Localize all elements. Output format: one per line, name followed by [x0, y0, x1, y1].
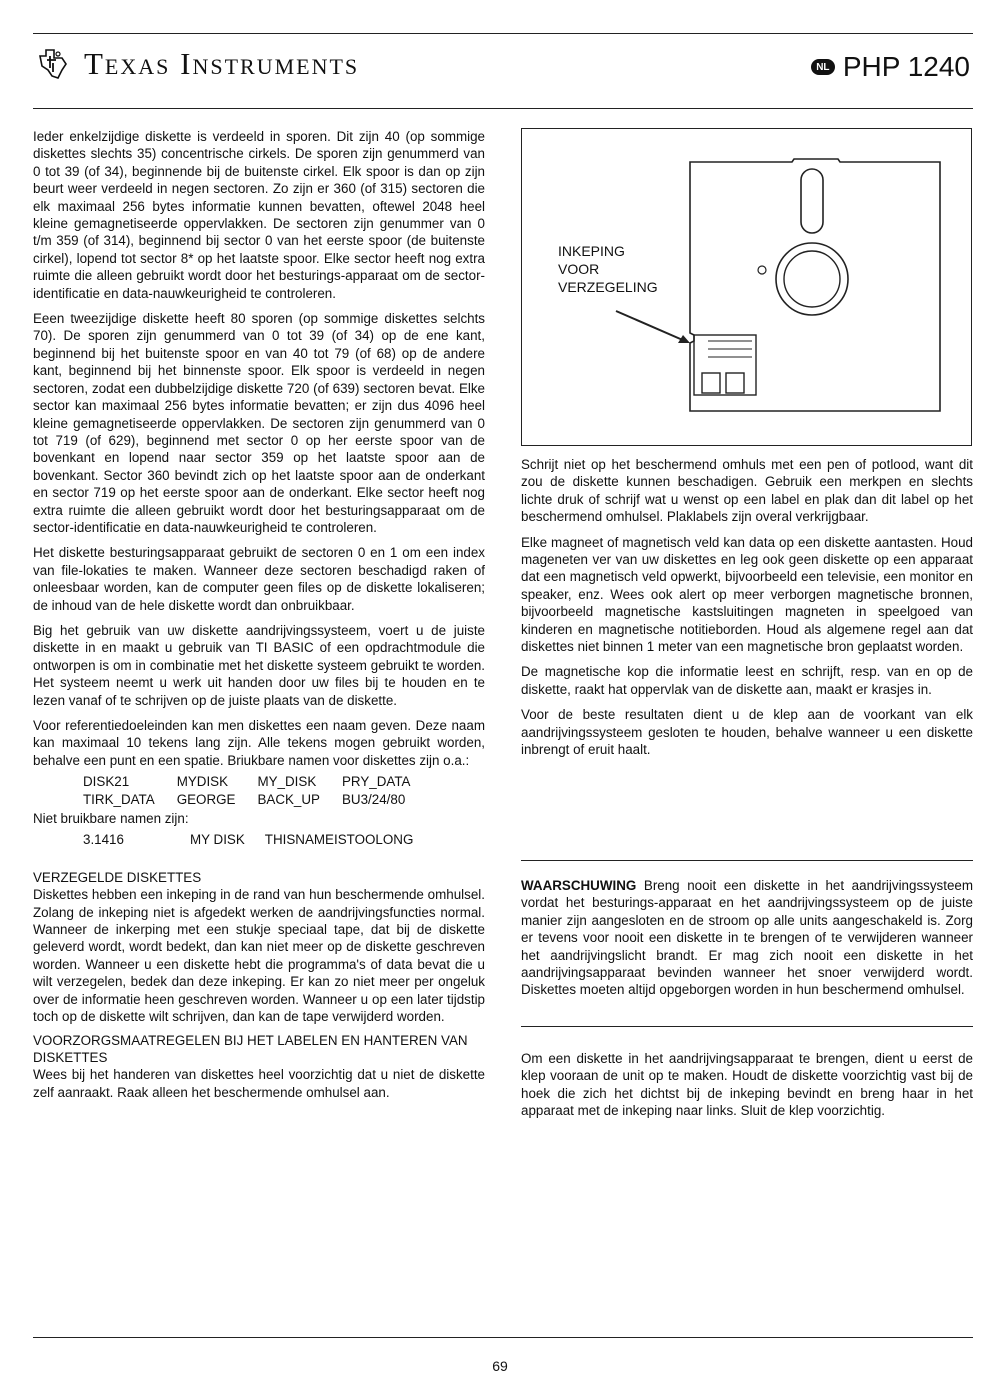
name-cell: PRY_DATA: [341, 774, 411, 790]
warning-block: [521, 877, 973, 1007]
name-cell: MY DISK: [189, 832, 245, 848]
heading-precautions: VOORZORGSMAATREGELEN BIJ HET LABELEN EN HANTEREN VAN DISKETTES: [33, 1032, 468, 1065]
name-cell: DISK21: [83, 774, 130, 790]
ti-logo-icon: [36, 46, 70, 82]
warning-paragraph: [521, 877, 973, 999]
notch-label-line: INKEPING: [558, 243, 625, 259]
top-rule: [33, 33, 973, 34]
table-row: [83, 831, 435, 848]
model-number: PHP 1240: [842, 51, 970, 82]
left-column: [33, 128, 485, 1109]
heading-sealed-diskettes: VERZEGELDE DISKETTES: [33, 869, 202, 885]
paragraph-door: Voor de beste resultaten dient u de klep aan de voorkant van elk aandrijvingssysteem gesloten te houden, behalve wanneer u een diskette inbrengt of eruit haalt.: [521, 707, 973, 758]
paragraph-index-sectors: Het diskette besturingsapparaat gebruikt de sectoren 0 en 1 om een index van file-lokaties te maken. Wanneer deze sectoren beschadigd raken of onleesbaar worden, kan de computer geen files op de diskette lokaliseren; de inhoud van de hele diskette wordt dan onbruikbaar.: [33, 545, 485, 613]
header-rule: [33, 108, 973, 109]
paragraph-insert: Om een diskette in het aandrijvingsapparaat te brengen, dient u eerst de klep vooraan de unit op te maken. Houdt de diskette voorzichtig vast bij de hoek die zich het dichtst bij de inkeping bevindt en breng haar in het apparaat met de inkeping naar links. Sluit de klep voorzichtig.: [521, 1051, 973, 1119]
warning-top-rule: [521, 860, 973, 861]
paragraph-single-sided: Ieder enkelzijdige diskette is verdeeld in sporen. Dit zijn 40 (op sommige diskettes slechts 35) concentrische cirkels. De sporen zijn genummerd van 0 tot 39 (of 34), beginnende bij de buitenste cirkel. Elk spoor is dan op zijn beurt weer verdeeld in negen sectoren. Zo zijn er 360 (of 315) sectoren die elk maximaal 256 bytes informatie kunnen bevatten, oftewel 2048 heel kleine gemagnetiseerde oppervlakken. De sectoren zijn genummer van 0 t/m 359 (of 314), beginnend bij sector 0 van het eerste spoor (de buitenste cirkel), lopend tot sector 8* op het laatste spoor. Elke sector heeft nog extra ruimte die alleen gebruikt wordt door het besturings-apparaat om de sector-identificatie en data-nauwkeurigheid te controleren.: [33, 129, 485, 301]
right-column-bottom: [521, 1050, 973, 1128]
language-badge: NL: [811, 59, 835, 75]
paragraph-naming: Voor referentiedoeleinden kan men diskettes een naam geven. Deze naam kan maximaal 10 tekens lang zijn. Alle tekens mogen gebruikt worden, behalve een punt en een spatie. Briukbare namen voor diskettes zijn o.a.:: [33, 718, 485, 768]
paragraph-sealing: Diskettes hebben een inkeping in de rand van hun beschermende omhulsel. Zolang de inkeping niet is afgedekt werken de aandrijvingsfuncties normal. Wanneer de inkerping met een stukje speciaal tape, dat bij de diskette geleverd wordt, wordt bedekt, dan kan niet meer op de diskette geschreven worden. Wanneer u een diskette hebt die programma's of data bevat die u wilt verzegelen, bedek dan deze inkeping. Er kan zo niet meer per ongeluk over de informatie heen geschreven worden. Wanneer u op een later tijdstip toch op de diskette wilt schrijven, dan kan de tape verwijderd worden.: [33, 887, 485, 1025]
notch-label: [558, 242, 658, 296]
name-cell: MY_DISK: [257, 774, 317, 790]
invalid-names-label: Niet bruikbare namen zijn:: [33, 811, 189, 827]
page-number: 69: [492, 1358, 508, 1374]
paragraph-head: De magnetische kop die informatie leest en schrijft, resp. van en op de diskette, raakt hat oppervlak van de diskette aan, maakt er krasjes in.: [521, 664, 973, 697]
notch-label-line: VOOR: [558, 261, 600, 277]
name-cell: 3.1416: [83, 832, 124, 848]
paragraph-writing: Schrijt niet op het beschermend omhuls met een pen of potlood, want dit zou de diskette kunnen beschadigen. Gebruik een merkpen en slechts lichte druk of schrijf wat u wenst op een label en plak dan dit label op het beschermend omhulsel. Plaklabels zijn overal verkrijgbaar.: [521, 457, 973, 525]
valid-names-table: [83, 773, 432, 808]
name-cell: THISNAMEISTOOLONG: [264, 832, 414, 848]
name-cell: GEORGE: [176, 791, 236, 807]
paragraph-usage: Big het gebruik van uw diskette aandrijvingssysteem, voert u de juiste diskette in en maakt u gebruik van TI BASIC of een opdrachtmodule die ontworpen is om in combinatie met het diskette systeem gebruikt te worden. Het systeem neemt u werk uit handen door uw files bij te houden en te lezen vanaf of te schrijven op de juiste plaats van de diskette.: [33, 622, 485, 708]
name-cell: TIRK_DATA: [83, 791, 155, 807]
name-cell: BU3/24/80: [341, 791, 406, 807]
notch-label-line: VERZEGELING: [558, 279, 658, 295]
name-cell: BACK_UP: [257, 791, 320, 807]
diskette-figure: [521, 128, 972, 446]
warning-label: WAARSCHUWING: [521, 878, 637, 893]
table-row: [83, 791, 432, 808]
right-column-top: [521, 456, 973, 767]
warning-bottom-rule: [521, 1026, 973, 1027]
warning-text: Breng nooit een diskette in het aandrijvingssysteem vordat het besturings-apparaat en het aandrijvingssysteem op de juiste manier zijn aangesloten en de stroom op alle units aangeschakeld is. Zorg er tevens voor nooit een diskette in te brengen of te verwijderen wanneer het aandrijvingslicht brandt. Er mag zich nooit een diskette in het aandrijvingsapparaat bevinden wanneer het snoer verwijderd wordt. Diskettes moeten altijd opgeborgen worden in hun beschermend omhulsel.: [521, 878, 973, 998]
brand-header: [36, 46, 359, 82]
footer-rule: [33, 1337, 973, 1338]
invalid-names-table: [83, 831, 435, 848]
name-cell: MYDISK: [176, 774, 229, 790]
model-header: [811, 52, 970, 82]
paragraph-magnets: Elke magneet of magnetisch veld kan data op een diskette aantasten. Houd mageneten ver van uw diskettes en leg ook geen diskette op een apparaat dat een magnetisch veld opwerkt, bijvoorbeeld een televisie, een monitor en speaker, enz. Wees ook alert op meer verborgen magnetische bronnen, bijvoorbeeld magnetische kastsluitingen magneten in speelgoed van kinderen en magnetische notitieborden. Houd als algemene regel aan dat diskettes niet binnen 1 meter van een magnetische bron geplaatst worden.: [521, 534, 973, 655]
brand-name: Texas Instruments: [84, 46, 360, 81]
paragraph-double-sided: Eeen tweezijdige diskette heeft 80 sporen (op sommige diskettes selchts 70). De sporen zijn genummerd van 0 tot 39 (of 34) op de ene kant, beginnend bij het buitenste spoor en van 40 tot 79 (of 68) op de andere kant, beginnend bij het binnenste spoor. Elk spoor is verdeeld in negen sectoren, zodat een dubbelzijdige diskette 720 (of 639) sectoren bevat. Elke sector kan maximaal 256 bytes informatie bevatten; er zijn dus 4096 heel kleine gemagnetiseerde oppervlakken. De sectoren zijn genummerd van 0 tot 719 (of 629), beginnend met sector 0 op her eerste spoor van de bovenkant en lopend naar sector 359 op het laatste spoor aan de bovenkant. Sector 360 bevindt zich op het laatste spoor aan de onderkant en sector 719 op het eerste spoor aan de onderkant. Elke sector heeft nog extra ruimte die alleen gebruikt wordt door het besturingsapparaat om de sector-identificatie en data-nauwkeurigheid te controleren.: [33, 311, 485, 535]
table-row: [83, 773, 432, 790]
paragraph-handling: Wees bij het handeren van diskettes heel voorzichtig dat u niet de diskette zelf aanraakt. Raak alleen het beschermende omhulsel aan.: [33, 1067, 485, 1100]
